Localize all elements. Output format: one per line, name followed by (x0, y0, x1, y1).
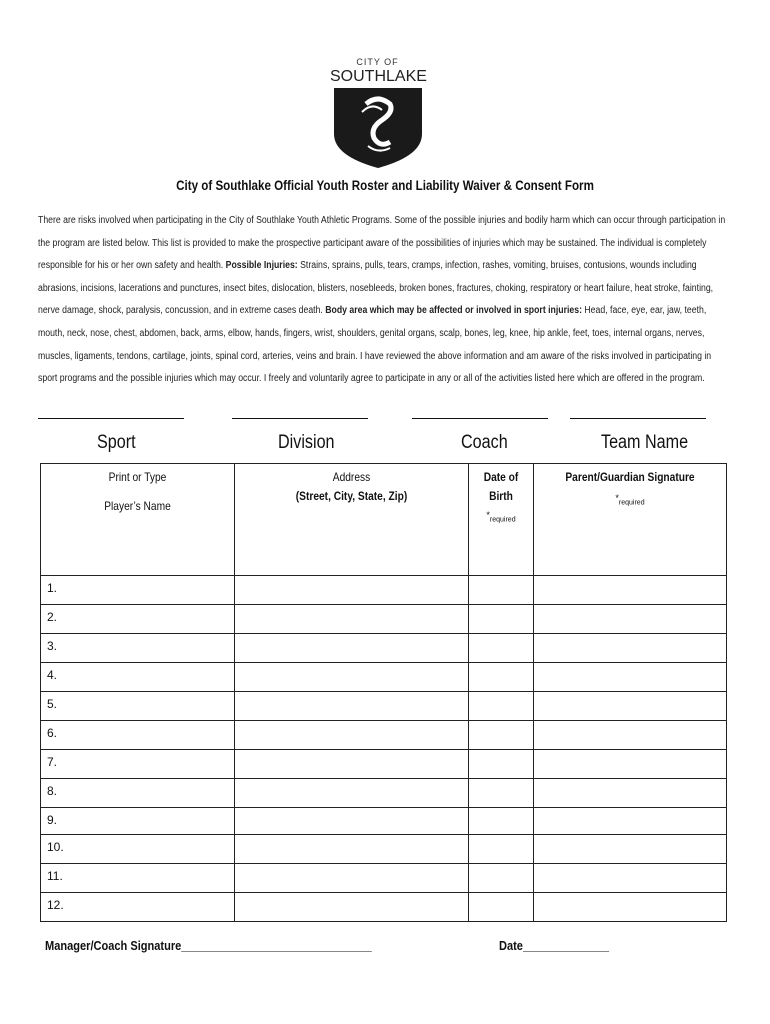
address-cell[interactable] (235, 576, 469, 605)
table-row (41, 576, 727, 605)
coach-header: Coach (461, 432, 508, 453)
dob-cell[interactable] (469, 864, 534, 893)
table-header-row (41, 464, 727, 576)
player-name-cell[interactable]: 8. (41, 779, 235, 808)
table-row (41, 893, 727, 922)
guardian-signature-cell[interactable] (534, 835, 727, 864)
player-name-cell[interactable]: 2. (41, 605, 235, 634)
address-cell[interactable] (235, 864, 469, 893)
col-label: (Street, City, State, Zip) (295, 489, 408, 503)
guardian-signature-cell[interactable] (534, 605, 727, 634)
table-row (41, 808, 727, 835)
guardian-signature-cell[interactable] (534, 864, 727, 893)
logo-city-text: CITY OF (356, 57, 399, 67)
required-note: *required (486, 510, 516, 524)
col-label: Player’s Name (104, 499, 171, 513)
injuries-label: Possible Injuries: (225, 260, 298, 272)
player-name-cell[interactable]: 6. (41, 721, 235, 750)
waiver-intro: There are risks involved when participating in the City of Southlake Youth Athletic Programs. Some of the possible injuries and bodily harm which can occur through participation in the program are listed below. This list is provided to make the prospective participant aware of the possibilities of injuries which may be sustained. The individual is completely responsible for his or her own safety and health. (38, 215, 726, 272)
dob-cell[interactable] (469, 634, 534, 663)
address-cell[interactable] (235, 750, 469, 779)
player-name-cell[interactable]: 1. (41, 576, 235, 605)
col-label: Parent/Guardian Signature (565, 470, 695, 484)
table-row (41, 634, 727, 663)
table-row (41, 721, 727, 750)
address-cell[interactable] (235, 779, 469, 808)
sport-header: Sport (97, 432, 136, 453)
address-cell[interactable] (235, 663, 469, 692)
guardian-signature-cell[interactable] (534, 663, 727, 692)
dob-cell[interactable] (469, 835, 534, 864)
player-name-cell[interactable]: 12. (41, 893, 235, 922)
address-cell[interactable] (235, 721, 469, 750)
manager-signature-line[interactable]: Manager/Coach Signature_______________________________ (45, 938, 372, 953)
guardian-signature-cell[interactable] (534, 893, 727, 922)
table-row (41, 663, 727, 692)
address-cell[interactable] (235, 692, 469, 721)
dob-cell[interactable] (469, 779, 534, 808)
required-note: *required (615, 493, 645, 507)
table-row (41, 864, 727, 893)
address-cell[interactable] (235, 893, 469, 922)
date-line[interactable]: Date______________ (499, 938, 609, 953)
table-row (41, 835, 727, 864)
guardian-signature-cell[interactable] (534, 779, 727, 808)
dob-cell[interactable] (469, 893, 534, 922)
injuries-list: Strains, sprains, pulls, tears, cramps, infection, rashes, vomiting, bruises, contusions, wounds including abrasions, incisions, lacerations and punctures, insect bites, dislocation, blisters, nosebleeds, broken bones, fractures, choking, respiratory or heart failure, heat stroke, fainting, nerve damage, shock, paralysis, concussion, and in extreme cases death. (38, 260, 714, 317)
player-name-cell[interactable]: 5. (41, 692, 235, 721)
dob-header (469, 464, 534, 576)
table-row (41, 692, 727, 721)
form-title: City of Southlake Official Youth Roster and Liability Waiver & Consent Form (176, 178, 594, 193)
division-header: Division (278, 432, 335, 453)
guardian-signature-cell[interactable] (534, 808, 727, 835)
body-area-list: Head, face, eye, ear, jaw, teeth, mouth, neck, nose, chest, abdomen, back, arms, elbow, hands, fingers, wrist, shoulders, genital organs, scalp, bones, leg, knee, hip ankle, feet, toes, internal organs, nerves, muscles, ligaments, tendons, cartilage, joints, spinal cord, arteries, veins and brain. I have reviewed the above information and am aware of the risks involved in participating in sport programs and the possible injuries which may occur. I freely and voluntarily agree to participate in any or all of the activities listed here which are offered in the program. (38, 305, 712, 385)
col-label: Print or Type (108, 470, 167, 484)
col-label: Birth (489, 489, 513, 503)
player-name-cell[interactable]: 9. (41, 808, 235, 835)
shield-icon (332, 88, 424, 168)
logo-name-text: SOUTHLAKE (330, 68, 427, 85)
dob-cell[interactable] (469, 750, 534, 779)
dob-cell[interactable] (469, 721, 534, 750)
dob-cell[interactable] (469, 692, 534, 721)
dob-cell[interactable] (469, 576, 534, 605)
col-label: Date of (483, 470, 519, 484)
player-name-cell[interactable]: 10. (41, 835, 235, 864)
address-cell[interactable] (235, 605, 469, 634)
guardian-signature-cell[interactable] (534, 576, 727, 605)
body-area-label: Body area which may be affected or involved in sport injuries: (325, 305, 582, 317)
address-cell[interactable] (235, 808, 469, 835)
player-name-cell[interactable]: 3. (41, 634, 235, 663)
col-label: Address (332, 470, 371, 484)
guardian-signature-cell[interactable] (534, 692, 727, 721)
address-cell[interactable] (235, 634, 469, 663)
guardian-signature-header (534, 464, 727, 576)
sport-blank[interactable] (38, 418, 184, 419)
guardian-signature-cell[interactable] (534, 750, 727, 779)
city-logo (330, 56, 425, 168)
address-header (235, 464, 469, 576)
address-cell[interactable] (235, 835, 469, 864)
guardian-signature-cell[interactable] (534, 634, 727, 663)
player-name-cell[interactable]: 4. (41, 663, 235, 692)
guardian-signature-cell[interactable] (534, 721, 727, 750)
team-name-blank[interactable] (570, 418, 706, 419)
dob-cell[interactable] (469, 605, 534, 634)
team-name-header: Team Name (601, 432, 689, 453)
player-name-cell[interactable]: 11. (41, 864, 235, 893)
dob-cell[interactable] (469, 808, 534, 835)
division-blank[interactable] (232, 418, 368, 419)
table-row (41, 750, 727, 779)
coach-blank[interactable] (412, 418, 548, 419)
table-row (41, 779, 727, 808)
roster-table (40, 463, 727, 922)
dob-cell[interactable] (469, 663, 534, 692)
player-name-header (41, 464, 235, 576)
player-name-cell[interactable]: 7. (41, 750, 235, 779)
waiver-text (38, 210, 732, 391)
table-row (41, 605, 727, 634)
